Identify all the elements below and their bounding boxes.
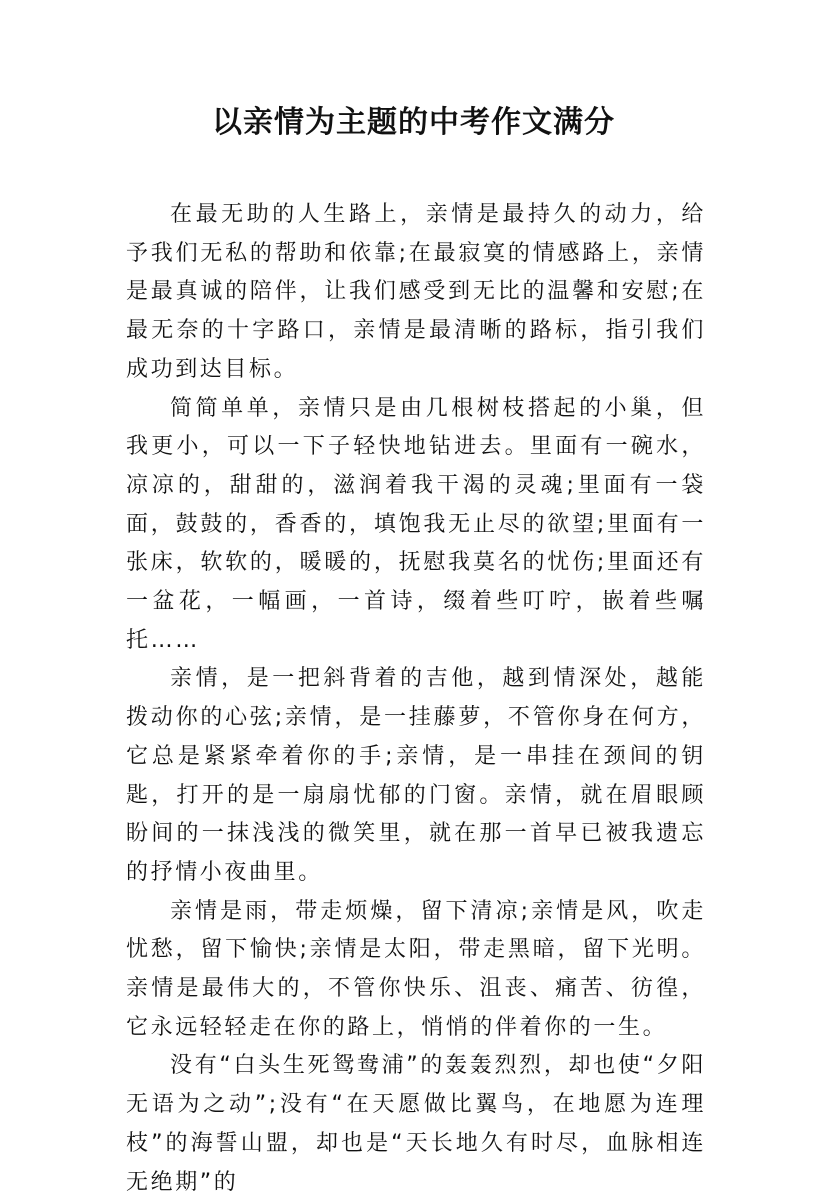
document-body	[126, 196, 706, 1202]
paragraph-2: 简简单单，亲情只是由几根树枝搭起的小巢，但我更小，可以一下子轻快地钻进去。里面有一碗水，凉凉的，甜甜的，滋润着我干渴的灵魂;里面有一袋面，鼓鼓的，香香的，填饱我无止尽的欲望;里面有一张床，软软的，暖暖的，抚慰我莫名的忧伤;里面还有一盆花，一幅画，一首诗，缀着些叮咛，嵌着些嘱托……	[126, 395, 706, 653]
paragraph-5: 没有“白头生死鸳鸯浦”的轰轰烈烈，却也使“夕阳无语为之动”;没有“在天愿做比翼鸟，在地愿为连理枝”的海誓山盟，却也是“天长地久有时尽，血脉相连无绝期”的	[126, 1053, 706, 1195]
paragraph-3: 亲情，是一把斜背着的吉他，越到情深处，越能拨动你的心弦;亲情，是一挂藤萝，不管你身在何方，它总是紧紧牵着你的手;亲情，是一串挂在颈间的钥匙，打开的是一扇扇忧郁的门窗。亲情，就在眉眼顾盼间的一抹浅浅的微笑里，就在那一首早已被我遗忘的抒情小夜曲里。	[126, 666, 706, 885]
paragraph-1: 在最无助的人生路上，亲情是最持久的动力，给予我们无私的帮助和依靠;在最寂寞的情感路上，亲情是最真诚的陪伴，让我们感受到无比的温馨和安慰;在最无奈的十字路口，亲情是最清晰的路标，指引我们成功到达目标。	[126, 202, 706, 382]
document-title: 以亲情为主题的中考作文满分	[212, 105, 615, 140]
paragraph-4: 亲情是雨，带走烦燥，留下清凉;亲情是风，吹走忧愁，留下愉快;亲情是太阳，带走黑暗，留下光明。亲情是最伟大的，不管你快乐、沮丧、痛苦、彷徨，它永远轻轻走在你的路上，悄悄的伴着你的一生。	[126, 898, 706, 1040]
